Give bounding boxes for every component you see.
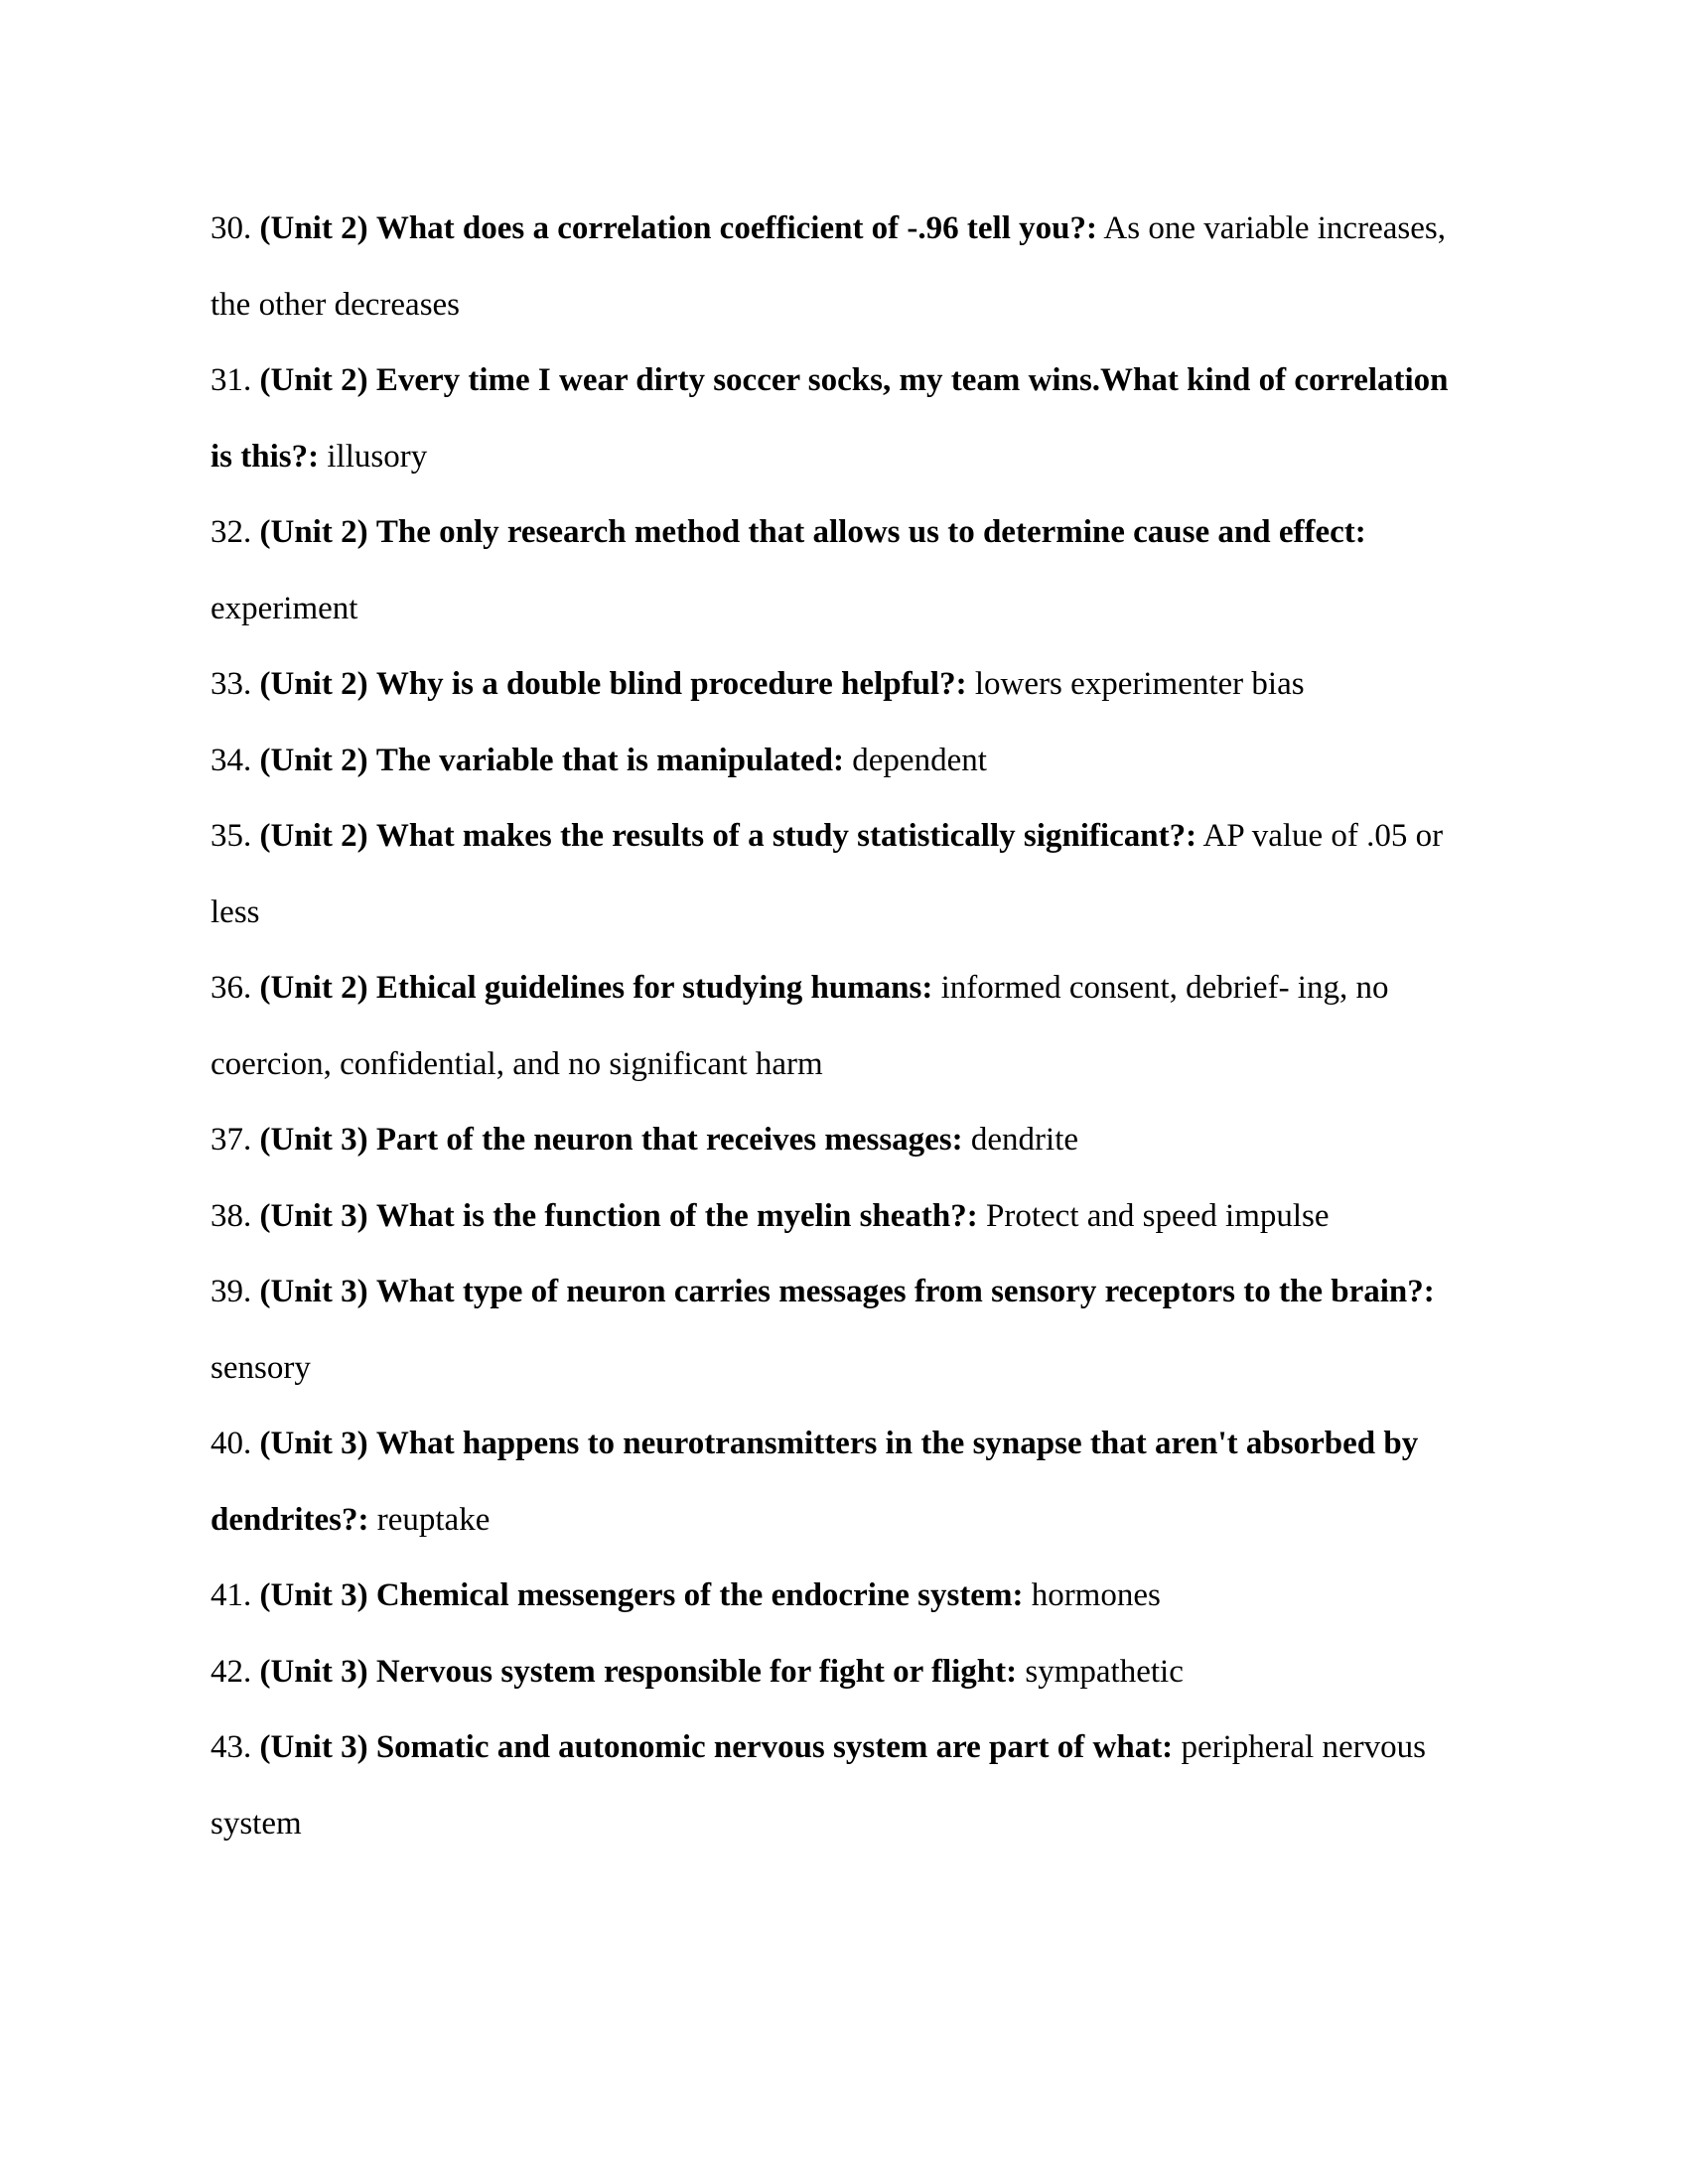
item-question: Part of the neuron that receives messages: [375, 1122, 963, 1158]
item-answer: Protect and speed impulse [986, 1197, 1330, 1234]
item-number: 34. [211, 742, 252, 778]
list-item [211, 191, 1452, 342]
item-question: What makes the results of a study statistically significant?: [375, 818, 1197, 854]
item-unit: (Unit 3) [259, 1197, 368, 1234]
item-question: What does a correlation coefficient of -.96 tell you?: [375, 210, 1097, 246]
item-answer: reuptake [376, 1501, 491, 1538]
list-item [211, 494, 1452, 646]
item-unit: (Unit 3) [259, 1274, 368, 1309]
item-question: What type of neuron carries messages from sensory receptors to the brain?: [375, 1274, 1435, 1309]
item-unit: (Unit 2) [259, 818, 368, 854]
item-unit: (Unit 2) [259, 514, 368, 550]
item-number: 40. [211, 1426, 252, 1461]
item-question: What is the function of the myelin sheath?: [375, 1197, 978, 1234]
item-number: 38. [211, 1197, 252, 1234]
list-item [211, 1709, 1452, 1861]
item-unit: (Unit 2) [259, 970, 368, 1006]
item-question: Somatic and autonomic nervous system are part of what: [375, 1729, 1174, 1765]
list-item [211, 1558, 1452, 1634]
item-question: Nervous system responsible for fight or flight: [375, 1653, 1018, 1690]
item-answer: peripheral nervous system [211, 1729, 1426, 1842]
item-answer: hormones [1031, 1577, 1161, 1613]
item-number: 30. [211, 210, 252, 246]
item-question: Chemical messengers of the endocrine system: [375, 1577, 1024, 1613]
item-number: 42. [211, 1653, 252, 1690]
item-number: 43. [211, 1729, 252, 1765]
item-number: 36. [211, 970, 252, 1006]
item-number: 33. [211, 666, 252, 702]
item-answer: illusory [327, 438, 428, 475]
item-answer: sensory [211, 1349, 311, 1386]
item-answer: lowers experimenter bias [974, 666, 1305, 702]
list-item [211, 950, 1452, 1102]
item-unit: (Unit 2) [259, 742, 368, 778]
list-item [211, 798, 1452, 950]
item-question: Every time I wear dirty soccer socks, my team wins.What kind of correlation is this?: [211, 362, 1449, 475]
list-item [211, 1406, 1452, 1558]
item-question: The variable that is manipulated: [375, 742, 845, 778]
list-item [211, 1254, 1452, 1406]
item-question: What happens to neurotransmitters in the synapse that aren't absorbed by dendrites?: [211, 1426, 1419, 1538]
item-unit: (Unit 3) [259, 1577, 368, 1613]
item-unit: (Unit 2) [259, 362, 368, 398]
list-item [211, 342, 1452, 494]
item-number: 31. [211, 362, 252, 398]
list-item [211, 1178, 1452, 1255]
list-item [211, 646, 1452, 723]
item-question: Ethical guidelines for studying humans: [375, 970, 933, 1006]
item-unit: (Unit 3) [259, 1122, 368, 1158]
item-answer: informed consent, debrief- ing, no coercion, confidential, and no significant harm [211, 970, 1389, 1082]
item-unit: (Unit 3) [259, 1729, 368, 1765]
item-number: 41. [211, 1577, 252, 1613]
item-question: The only research method that allows us to determine cause and effect: [375, 514, 1366, 550]
item-answer: dendrite [970, 1122, 1079, 1158]
study-guide-list [211, 191, 1452, 1861]
item-answer: AP value of .05 or less [211, 818, 1444, 930]
item-answer: sympathetic [1025, 1653, 1184, 1690]
item-answer: experiment [211, 590, 358, 626]
item-question: Why is a double blind procedure helpful?: [375, 666, 967, 702]
item-unit: (Unit 2) [259, 210, 368, 246]
list-item [211, 1634, 1452, 1710]
list-item [211, 1102, 1452, 1178]
item-unit: (Unit 2) [259, 666, 368, 702]
item-unit: (Unit 3) [259, 1426, 368, 1461]
item-number: 39. [211, 1274, 252, 1309]
item-answer: As one variable increases, the other decreases [211, 210, 1446, 323]
item-answer: dependent [852, 742, 987, 778]
item-number: 32. [211, 514, 252, 550]
item-unit: (Unit 3) [259, 1653, 368, 1690]
item-number: 35. [211, 818, 252, 854]
item-number: 37. [211, 1122, 252, 1158]
list-item [211, 723, 1452, 799]
